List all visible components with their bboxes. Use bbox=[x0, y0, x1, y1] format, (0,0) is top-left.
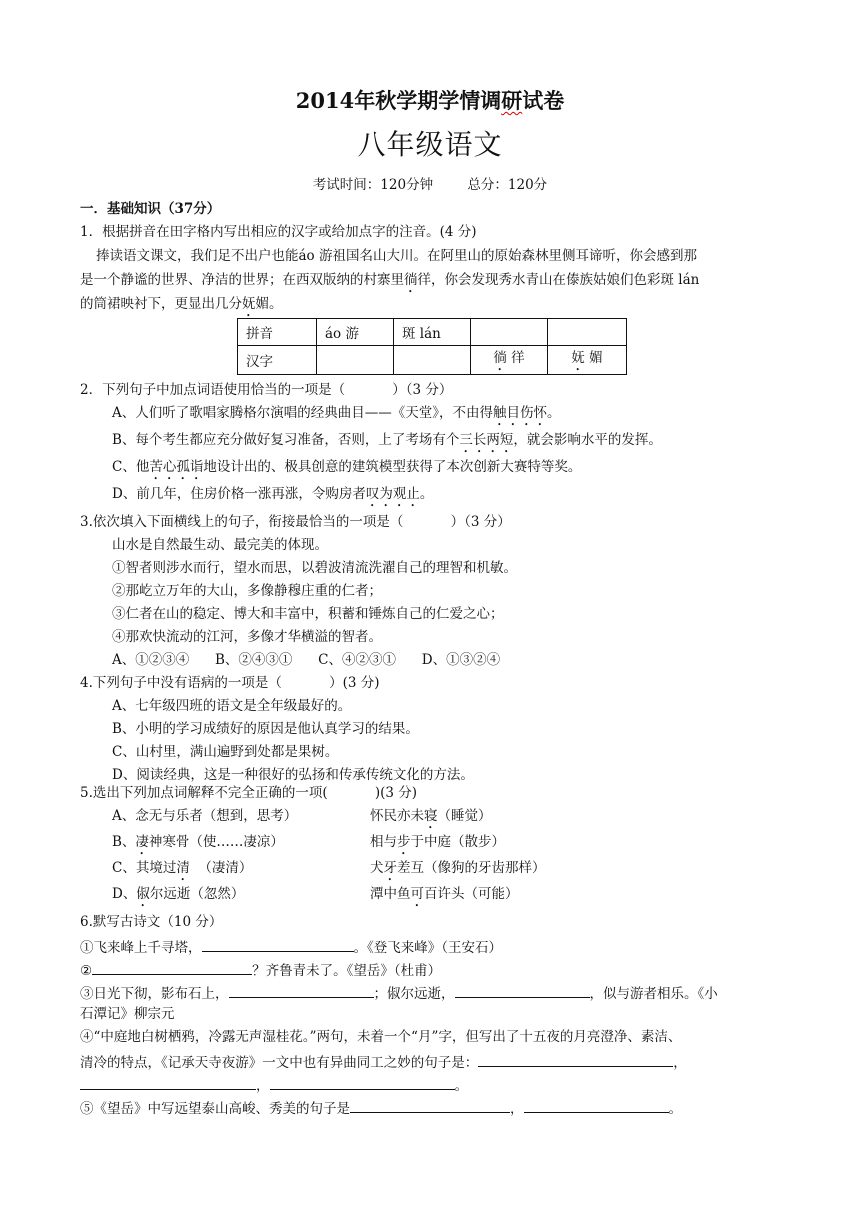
option-text: D、前几年，住房价格一涨再涨，令购房者 bbox=[112, 486, 366, 502]
q5-option-a-left[interactable]: A、念无与乐者（想到，思考） bbox=[112, 808, 298, 824]
option-text: 怀民亦未 bbox=[370, 808, 424, 824]
q2-option-a[interactable] bbox=[112, 405, 561, 429]
q6-line-1 bbox=[80, 937, 502, 956]
title-suffix: 试卷 bbox=[522, 88, 565, 113]
option-text: 相与 bbox=[370, 834, 397, 850]
q1-line3-part: 媚。 bbox=[255, 296, 283, 312]
poem-text: ， bbox=[510, 1101, 524, 1117]
table-cell bbox=[471, 346, 548, 375]
dotted-char: 凄 bbox=[135, 834, 149, 850]
option-text: 犬 bbox=[370, 860, 384, 876]
poem-text: 。 bbox=[454, 1078, 468, 1094]
q5-option-c-right bbox=[370, 860, 546, 884]
pinyin-table bbox=[237, 318, 627, 375]
q3-sentence-2: ②那屹立万年的大山，多像静穆庄重的仁者； bbox=[112, 583, 382, 599]
q1-line3-part: 的筒裙映衬下，更显出几分 bbox=[80, 296, 242, 312]
option-text: ，就会影响水平的发挥。 bbox=[513, 432, 662, 448]
option-text: 尔远逝（忽然） bbox=[149, 886, 245, 902]
dotted-char: 清 bbox=[176, 860, 190, 876]
option-text: 神寒骨（使……凄凉） bbox=[148, 834, 284, 850]
poem-text: ② bbox=[80, 963, 93, 979]
option-text: （睡觉） bbox=[437, 808, 492, 824]
q5-option-c-left[interactable] bbox=[112, 860, 252, 884]
q3-sentence-4: ④那欢快流动的江河，多像才华横溢的智者。 bbox=[112, 629, 382, 645]
answer-blank[interactable] bbox=[455, 983, 590, 998]
poem-text: 。 bbox=[668, 1101, 682, 1117]
answer-cell[interactable] bbox=[394, 346, 471, 375]
q6-line-4-b bbox=[80, 1052, 687, 1071]
answer-blank[interactable] bbox=[524, 1098, 669, 1113]
option-text: C、其境过 bbox=[112, 860, 177, 876]
q5-option-d-right bbox=[370, 886, 519, 910]
exam-subtitle: 八年级语文 bbox=[357, 128, 503, 161]
option-text: 差互（像狗的牙齿那样） bbox=[397, 860, 546, 876]
option-text: D、 bbox=[112, 886, 137, 902]
q1-stem: 1．根据拼音在田字格内写出相应的汉字或给加点字的注音。(4 分) bbox=[80, 224, 477, 240]
q2-stem: 2．下列句子中加点词语使用恰当的一项是（ ）（3 分） bbox=[80, 382, 453, 398]
option-text: C、他 bbox=[112, 459, 150, 475]
poem-text: ？齐鲁青未了。《望岳》（杜甫） bbox=[252, 963, 442, 979]
poem-text: 清冷的特点，《记承天寺夜游》一文中也有异曲同工之妙的句子是： bbox=[80, 1055, 479, 1071]
option-text: B、 bbox=[112, 834, 136, 850]
title-prefix: 2014年秋学期学情调 bbox=[295, 88, 502, 113]
option-text: A、人们听了歌唱家腾格尔演唱的经典曲目——《天堂》，不由得 bbox=[112, 405, 493, 421]
table-cell: 汉字 bbox=[238, 346, 317, 375]
table-row bbox=[238, 346, 627, 375]
q4-stem: 4.下列句子中没有语病的一项是（ ）(3 分) bbox=[80, 675, 380, 691]
poem-text: ③日光下彻，影布石上， bbox=[80, 986, 229, 1002]
option-text: 于中庭（散步） bbox=[410, 834, 505, 850]
dotted-char: 俶 bbox=[136, 886, 150, 902]
q6-line-3 bbox=[80, 983, 718, 1002]
answer-cell[interactable] bbox=[471, 319, 548, 346]
q3-sentence-3: ③仁者在山的稳定、博大和丰富中，积蓄和锤炼自己的仁爱之心； bbox=[112, 606, 504, 622]
dotted-char: 寝 bbox=[424, 808, 438, 824]
table-char: 媚 bbox=[589, 350, 603, 366]
dotted-char: 徜 bbox=[493, 350, 507, 366]
option-text: 。 bbox=[419, 486, 434, 502]
q6-line-4-c bbox=[80, 1075, 468, 1094]
q4-option-b[interactable]: B、小明的学习成绩好的原因是他认真学习的结果。 bbox=[112, 721, 419, 737]
dotted-char: 步 bbox=[397, 834, 411, 850]
dotted-phrase: 叹为观止 bbox=[365, 486, 420, 502]
q5-option-a-right bbox=[370, 808, 492, 832]
answer-blank[interactable] bbox=[92, 960, 252, 975]
answer-blank[interactable] bbox=[202, 937, 354, 952]
answer-blank[interactable] bbox=[270, 1075, 455, 1090]
q1-passage-line2 bbox=[80, 272, 699, 296]
option-text: B、每个考生都应充分做好复习准备，否则，上了考场有个 bbox=[112, 432, 460, 448]
q2-option-c[interactable] bbox=[112, 459, 581, 483]
q3-intro: 山水是自然最生动、最完美的体现。 bbox=[112, 537, 328, 553]
q5-option-b-right bbox=[370, 834, 505, 858]
q3-options[interactable]: A、①②③④ B、②④③① C、④②③① D、①③②④ bbox=[112, 652, 501, 668]
q6-line-3-cont: 石潭记》柳宗元 bbox=[80, 1006, 175, 1022]
poem-text: ①飞来峰上千寻塔， bbox=[80, 940, 202, 956]
poem-text: ，似与游者相乐。《小 bbox=[589, 986, 718, 1002]
q1-line2-part: 徉，你会发现秀水青山在傣族姑娘们色彩斑 lán bbox=[417, 272, 700, 288]
table-cell: áo 游 bbox=[317, 319, 394, 346]
table-char: 徉 bbox=[511, 350, 525, 366]
option-text: 地设计出的、极具创意的建筑模型获得了本次创新大赛特等奖。 bbox=[203, 459, 582, 475]
q4-option-a[interactable]: A、七年级四班的语文是全年级最好的。 bbox=[112, 698, 352, 714]
dotted-char: 妩 bbox=[571, 350, 585, 366]
poem-text: ， bbox=[256, 1078, 270, 1094]
poem-text: ；俶尔远逝， bbox=[373, 986, 455, 1002]
poem-text: 。《登飞来峰》（王安石） bbox=[353, 940, 502, 956]
q1-passage-line1: 捧读语文课文，我们足不出户也能áo 游祖国名山大川。在阿里山的原始森林里侧耳谛听，你会感到那 bbox=[96, 248, 697, 264]
q1-dotted-char: 妩 bbox=[242, 296, 256, 312]
q2-option-b[interactable] bbox=[112, 432, 662, 456]
option-text: 百许头（可能） bbox=[424, 886, 519, 902]
q5-option-b-left[interactable] bbox=[112, 834, 284, 858]
dotted-phrase: 三长两短 bbox=[459, 432, 514, 448]
q6-line-5 bbox=[80, 1098, 682, 1117]
q3-sentence-1: ①智者则涉水而行，望水而思，以碧波清流洗濯自己的理智和机敏。 bbox=[112, 560, 517, 576]
q3-stem: 3.依次填入下面横线上的句子，衔接最恰当的一项是（ ）（3 分） bbox=[80, 514, 511, 530]
table-cell: 拼音 bbox=[238, 319, 317, 346]
q4-option-d[interactable]: D、阅读经典，这是一种很好的弘扬和传承传统文化的方法。 bbox=[112, 767, 474, 783]
answer-blank[interactable] bbox=[478, 1052, 673, 1067]
q6-line-4: ④“中庭地白树栖鸦，冷露无声湿桂花。”两句，未着一个“月”字，但写出了十五夜的月亮澄净、素洁、 bbox=[80, 1029, 682, 1045]
poem-text: ⑤《望岳》中写远望泰山高峻、秀美的句子是 bbox=[80, 1101, 350, 1117]
section-heading: 一．基础知识（37分） bbox=[80, 201, 221, 217]
q2-option-d[interactable] bbox=[112, 486, 433, 510]
title-wavy-char: 研 bbox=[501, 88, 523, 113]
table-cell bbox=[548, 346, 627, 375]
option-text: 潭中鱼 bbox=[370, 886, 411, 902]
dotted-phrase: 触目伤怀 bbox=[493, 405, 547, 421]
q6-stem: 6.默写古诗文（10 分） bbox=[80, 914, 223, 930]
answer-blank[interactable] bbox=[229, 983, 374, 998]
table-cell: 斑 lán bbox=[394, 319, 471, 346]
answer-blank[interactable] bbox=[350, 1098, 510, 1113]
answer-cell[interactable] bbox=[317, 346, 394, 375]
q1-dotted-char: 徜 bbox=[404, 272, 418, 288]
dotted-char: 可 bbox=[410, 886, 424, 902]
poem-text: ， bbox=[673, 1055, 687, 1071]
q4-option-c[interactable]: C、山村里，满山遍野到处都是果树。 bbox=[112, 744, 339, 760]
option-text: （凄清） bbox=[189, 860, 253, 876]
q1-passage-line3 bbox=[80, 296, 283, 320]
answer-cell[interactable] bbox=[548, 319, 627, 346]
option-text: 。 bbox=[547, 405, 561, 421]
dotted-phrase: 苦心孤诣 bbox=[149, 459, 204, 475]
exam-info: 考试时间：120分钟 总分：120分 bbox=[312, 177, 548, 193]
exam-title bbox=[0, 88, 860, 113]
q5-option-d-left[interactable] bbox=[112, 886, 244, 910]
answer-blank[interactable] bbox=[80, 1075, 256, 1090]
q5-stem: 5.选出下列加点词解释不完全正确的一项( )(3 分) bbox=[80, 785, 418, 801]
dotted-char: 牙 bbox=[383, 860, 397, 876]
q1-line2-part: 是一个静谧的世界、净洁的世界；在西双版纳的村寨里 bbox=[80, 272, 404, 288]
q6-line-2 bbox=[80, 960, 441, 979]
table-row bbox=[238, 319, 627, 346]
